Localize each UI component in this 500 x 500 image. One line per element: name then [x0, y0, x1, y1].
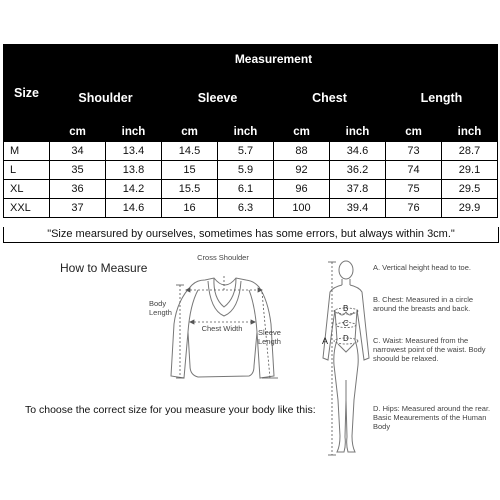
table-cell: 34 — [50, 142, 106, 161]
choose-size-text: To choose the correct size for you measure your body like this: — [25, 404, 316, 416]
table-cell: 29.1 — [442, 161, 498, 180]
size-cell: XXL — [4, 199, 50, 218]
table-cell: 15.5 — [162, 180, 218, 199]
marker-a: A — [322, 336, 329, 346]
table-cell: 29.9 — [442, 199, 498, 218]
table-cell: 14.6 — [106, 199, 162, 218]
unit-header: cm — [162, 123, 218, 142]
measurement-illustrations — [0, 250, 500, 490]
annotation-hips: D. Hips: Measured around the rear. Basic Meaurements of the Human Body — [373, 404, 491, 431]
table-cell: 39.4 — [330, 199, 386, 218]
table-cell: 73 — [386, 142, 442, 161]
table-cell: 15 — [162, 161, 218, 180]
group-shoulder: Shoulder — [50, 73, 162, 123]
group-chest: Chest — [274, 73, 386, 123]
table-row — [4, 180, 498, 199]
height-line — [328, 262, 336, 455]
table-cell: 5.7 — [218, 142, 274, 161]
marker-c: C — [343, 319, 349, 328]
table-cell: 6.1 — [218, 180, 274, 199]
table-row — [4, 142, 498, 161]
table-cell: 34.6 — [330, 142, 386, 161]
table-cell: 92 — [274, 161, 330, 180]
table-cell: 74 — [386, 161, 442, 180]
table-cell: 13.8 — [106, 161, 162, 180]
table-row — [4, 161, 498, 180]
table-cell: 75 — [386, 180, 442, 199]
sleeve-length-label: Sleeve Length — [258, 328, 281, 346]
table-cell: 88 — [274, 142, 330, 161]
table-cell: 36 — [50, 180, 106, 199]
how-to-measure-title: How to Measure — [60, 261, 148, 275]
table-cell: 28.7 — [442, 142, 498, 161]
table-cell: 96 — [274, 180, 330, 199]
size-cell: M — [4, 142, 50, 161]
body-length-line — [176, 285, 184, 378]
unit-header: inch — [442, 123, 498, 142]
size-cell: L — [4, 161, 50, 180]
cross-shoulder-label: Cross Shoulder — [197, 253, 249, 262]
unit-header: inch — [330, 123, 386, 142]
table-cell: 14.5 — [162, 142, 218, 161]
unit-header: inch — [106, 123, 162, 142]
table-cell: 6.3 — [218, 199, 274, 218]
table-cell: 5.9 — [218, 161, 274, 180]
annotation-chest: B. Chest: Measured in a circle around the breasts and back. — [373, 295, 474, 313]
table-cell: 14.2 — [106, 180, 162, 199]
table-cell: 16 — [162, 199, 218, 218]
body-length-label: Body Length — [149, 299, 172, 317]
unit-header: cm — [274, 123, 330, 142]
chest-width-label: Chest Width — [201, 324, 243, 333]
measurement-header: Measurement — [50, 45, 498, 73]
table-cell: 100 — [274, 199, 330, 218]
table-cell: 29.5 — [442, 180, 498, 199]
group-sleeve: Sleeve — [162, 73, 274, 123]
human-body-illustration — [323, 261, 369, 452]
annotation-waist: C. Waist: Measured from the narrowest point of the waist. Body shoould be relaxed. — [373, 336, 486, 363]
table-cell: 13.4 — [106, 142, 162, 161]
annotation-height: A. Vertical height head to toe. — [373, 263, 471, 272]
table-cell: 76 — [386, 199, 442, 218]
size-cell: XL — [4, 180, 50, 199]
table-cell: 35 — [50, 161, 106, 180]
table-cell: 37 — [50, 199, 106, 218]
marker-b: B — [343, 304, 349, 313]
measurement-note: "Size mearsured by ourselves, sometimes has some errors, but always within 3cm." — [3, 227, 499, 243]
table-cell: 36.2 — [330, 161, 386, 180]
size-header: Size — [4, 45, 50, 142]
size-table — [3, 44, 498, 218]
table-row — [4, 199, 498, 218]
table-cell: 37.8 — [330, 180, 386, 199]
cross-shoulder-line — [186, 276, 262, 292]
unit-header: cm — [50, 123, 106, 142]
unit-header: cm — [386, 123, 442, 142]
marker-d: D — [343, 334, 349, 343]
unit-header: inch — [218, 123, 274, 142]
group-length: Length — [386, 73, 498, 123]
